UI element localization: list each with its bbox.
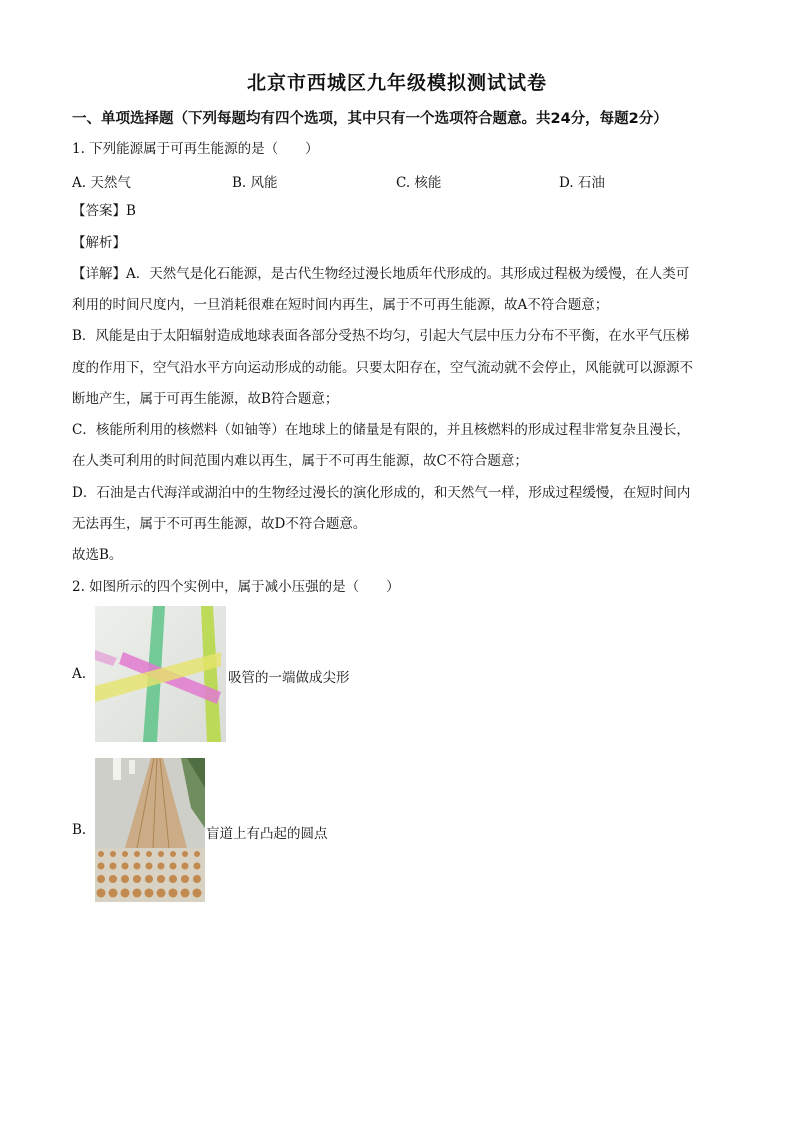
- q1-option-d: D. 石油: [559, 175, 605, 191]
- explain-line: 利用的时间尺度内，一旦消耗很难在短时间内再生，属于不可再生能源，故A不符合题意；: [72, 297, 609, 313]
- answer-label: 【答案】B: [72, 203, 136, 219]
- explain-line: C．核能所利用的核燃料（如铀等）在地球上的储量是有限的，并且核燃料的形成过程非常复杂且漫长，: [72, 422, 690, 438]
- explain-line: 无法再生，属于不可再生能源，故D不符合题意。: [72, 516, 367, 532]
- explain-line: B．风能是由于太阳辐射造成地球表面各部分受热不均匀，引起大气层中压力分布不平衡，在水平气压梯: [72, 328, 690, 344]
- question-2-stem: 2. 如图所示的四个实例中，属于减小压强的是（ ）: [72, 579, 400, 595]
- analysis-label: 【解析】: [72, 235, 126, 251]
- explain-line: 在人类可利用的时间范围内难以再生，属于不可再生能源，故C不符合题意；: [72, 453, 528, 469]
- question-1-stem: 1. 下列能源属于可再生能源的是（ ）: [72, 141, 319, 157]
- q2-option-b-label: B.: [72, 822, 87, 838]
- explain-line: 断地产生，属于可再生能源，故B符合题意；: [72, 391, 339, 407]
- explain-line: 度的作用下，空气沿水平方向运动形成的动能。只要太阳存在，空气流动就不会停止，风能就可以源源不: [72, 360, 693, 376]
- q2-option-b-caption: 盲道上有凸起的圆点: [206, 826, 328, 842]
- explain-line: 【详解】A．天然气是化石能源，是古代生物经过漫长地质年代形成的。其形成过程极为缓慢，在人类可: [72, 266, 690, 282]
- q1-option-a: A. 天然气: [72, 175, 131, 191]
- tactile-paving-photo: [95, 758, 205, 902]
- q2-option-a-label: A.: [72, 666, 87, 682]
- q1-option-b: B. 风能: [232, 175, 278, 191]
- explain-line: 故选B。: [72, 547, 123, 563]
- straws-photo: [95, 606, 226, 742]
- q2-option-a-caption: 吸管的一端做成尖形: [228, 670, 350, 686]
- section-heading: 一、单项选择题（下列每题均有四个选项，其中只有一个选项符合题意。共24分，每题2分）: [72, 111, 668, 127]
- q1-option-c: C. 核能: [396, 175, 442, 191]
- explain-line: D．石油是古代海洋或湖泊中的生物经过漫长的演化形成的，和天然气一样，形成过程缓慢，在短时间内: [72, 485, 691, 501]
- page-title: 北京市西城区九年级模拟测试试卷: [246, 72, 547, 94]
